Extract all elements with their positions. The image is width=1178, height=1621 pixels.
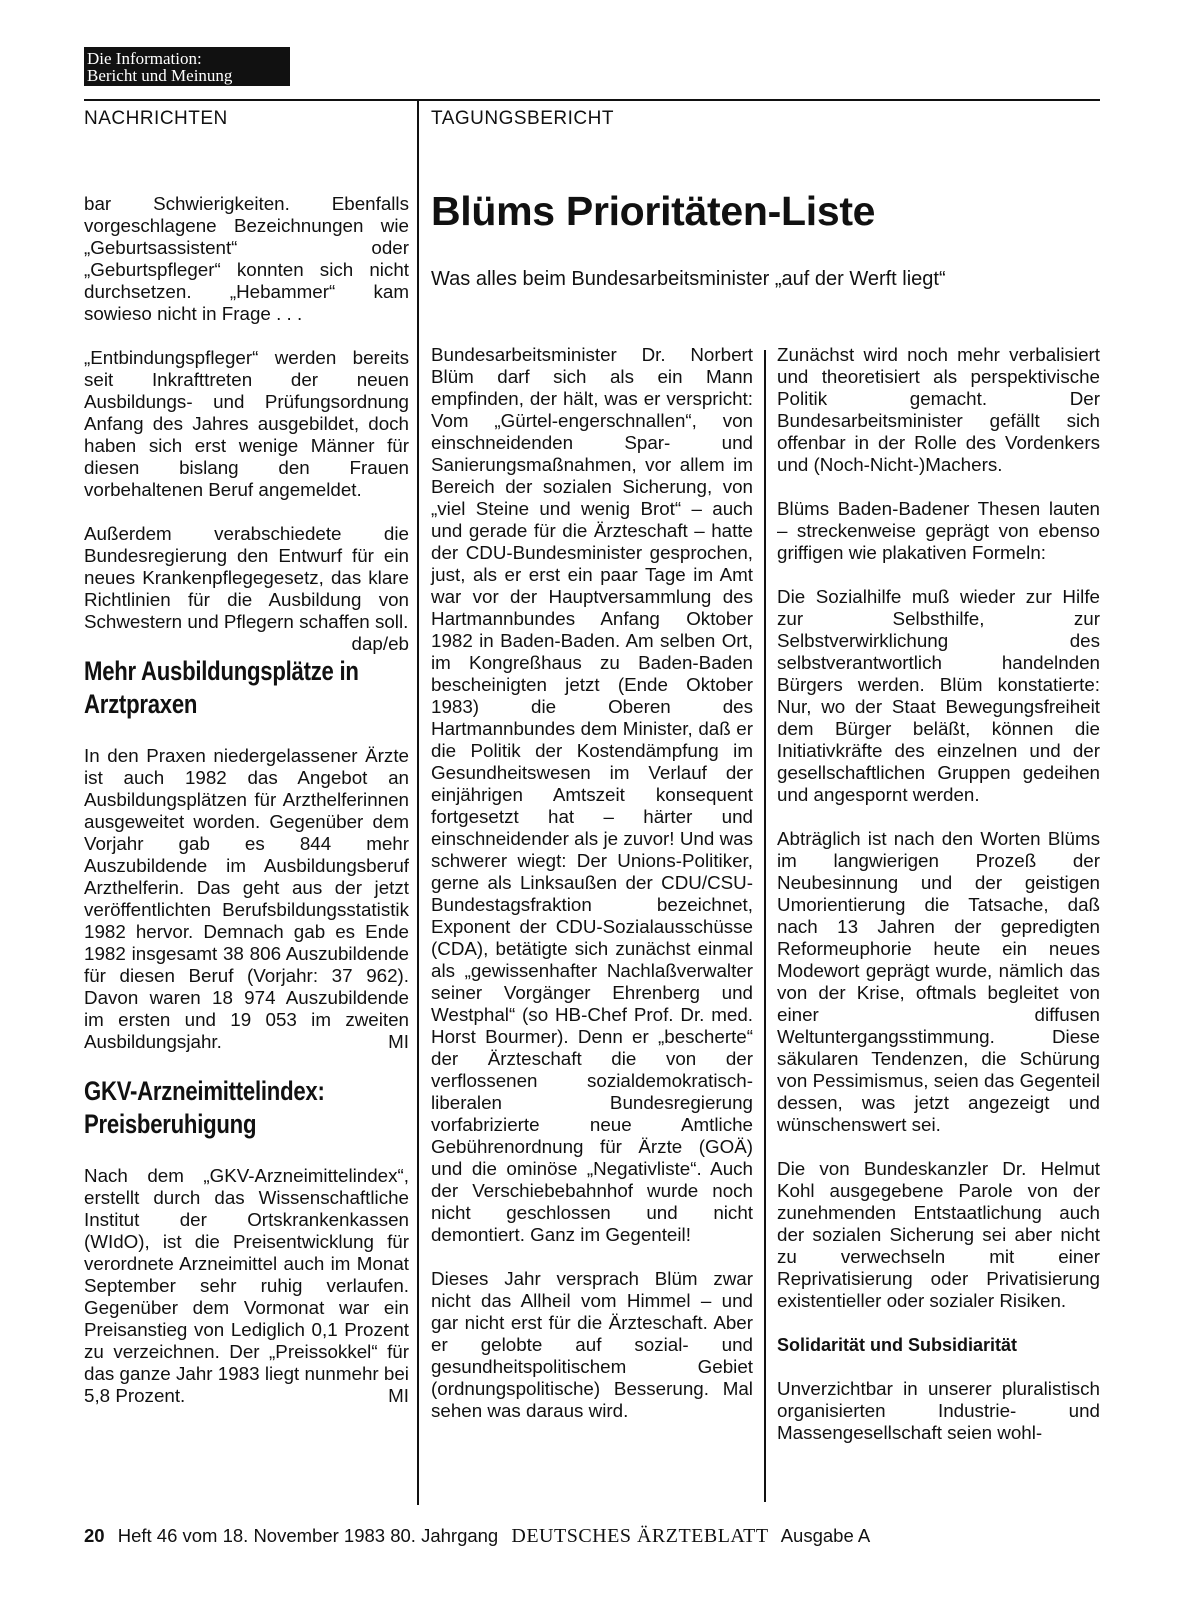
news-paragraph-text: In den Praxen niedergelassener Ärzte ist auch 1982 das Angebot an Ausbildungsplätzen für Arzthelferinnen ausgeweitet worden. Gegenüber dem Vorjahr gab es 844 mehr Auszubildende im Ausbildungsberuf Arzthelferin. Das geht aus der jetzt veröffentlichten Berufsbildungsstatistik 1982 hervor. Demnach gab es Ende 1982 insgesamt 38 806 Auszubildende für diesen Beruf (Vorjahr: 37 962). Davon waren 18 974 Auszubildende im ersten und 19 053 im zweiten Ausbildungsjahr. <box>84 745 409 1052</box>
article-crosshead: Solidarität und Subsidiarität <box>777 1335 1018 1355</box>
article-column-2 <box>777 344 1100 1444</box>
section-label-nachrichten: NACHRICHTEN <box>84 108 228 129</box>
news-paragraph-text: Nach dem „GKV-Arzneimittelindex“, erstellt durch das Wissenschaftliche Institut der Ortskrankenkassen (WIdO), ist die Preisentwicklung für verordnete Arzneimittel auch im Monat September sehr ruhig verlaufen. Gegenüber dem Vormonat war ein Preisanstieg von Lediglich 0,1 Prozent zu verzeichnen. Der „Preissokkel“ für das ganze Jahr 1983 liegt nunmehr bei 5,8 Prozent. <box>84 1165 409 1406</box>
masthead-line-2: Bericht und Meinung <box>87 66 233 85</box>
magazine-name: DEUTSCHES ÄRZTEBLATT <box>511 1525 769 1547</box>
article-paragraph: Bundesarbeitsminister Dr. Norbert Blüm darf sich als ein Mann empfinden, der hält, was er verspricht: Vom „Gürtel-engerschnallen“, von einschneidenden Spar- und Sanierungsmaßnahmen, vor allem im Bereich der sozialen Sicherung, von „viel Steine und wenig Brot“ – auch und gerade für die Ärzteschaft – hatte der CDU-Bundesminister gesprochen, just, als er erst ein paar Tage im Amt war vor der Hauptversammlung des Hartmannbundes Anfang Oktober 1982 in Baden-Baden. Am selben Ort, im Kongreßhaus zu Baden-Baden bescheinigten jetzt (Ende Oktober 1983) die Oberen des Hartmannbundes dem Minister, daß er die Politik der Kostendämpfung im Gesundheitswesen im Verlauf der einjährigen Amtszeit konsequent fortgesetzt hat – härter und einschneidender als je zuvor! Und was schwerer wiegt: Der Unions-Politiker, gerne als Linksaußen der CDU/CSU-Bundestagsfraktion bezeichnet, Exponent der CDU-Sozialausschüsse (CDA), betätigte sich zunächst einmal als „gewissenhafter Nachlaßverwalter seiner Vorgänger Ehrenberg und Westphal“ (so HB-Chef Prof. Dr. med. Horst Bourmer). Denn er „bescherte“ der Ärzteschaft die von der verflossenen sozialdemokratisch-liberalen Bundesregierung vorfabrizierte neue Amtliche Gebührenordnung für Ärzte (GOÄ) und die ominöse „Negativliste“. Auch der Verschiebebahnhof wurde noch nicht geschlossen und nicht demontiert. Ganz im Gegenteil! <box>431 344 753 1245</box>
column-divider-main <box>417 99 419 1505</box>
article-paragraph: Die Sozialhilfe muß wieder zur Hilfe zur Selbsthilfe, zur Selbstverwirklichung des selbstverantwortlich handelnden Bürgers werden. Blüm konstatierte: Nur, wo der Staat Bewegungsfreiheit dem Bürger beläßt, können die Initiativkräfte des einzelnen und der gesellschaftlichen Gruppen gedeihen und angespornt werden. <box>777 586 1100 805</box>
article-paragraph: Die von Bundeskanzler Dr. Helmut Kohl ausgegebene Parole von der zunehmenden Entstaatlichung auch der sozialen Sicherung sei aber nicht zu verwechseln mit einer Reprivatisierung oder Privatisierung existentieller oder sozialer Risiken. <box>777 1158 1100 1311</box>
author-signature: MI <box>388 1031 409 1052</box>
news-paragraph <box>84 745 409 1053</box>
article-paragraph: Zunächst wird noch mehr verbalisiert und theoretisiert als perspektivische Politik gemacht. Der Bundesarbeitsminister gefällt sich offenbar in der Rolle des Vordenkers und (Noch-Nicht-)Machers. <box>777 344 1100 475</box>
section-label-tagungsbericht: TAGUNGSBERICHT <box>431 108 614 129</box>
news-paragraph: bar Schwierigkeiten. Ebenfalls vorgeschlagene Bezeichnungen wie „Geburtsassistent“ oder „Geburtspfleger“ konnten sich nicht durchsetzen. „Hebammer“ kam sowieso nicht in Frage . . . <box>84 193 409 324</box>
masthead <box>84 47 290 86</box>
news-column <box>84 193 409 1407</box>
edition-label: Ausgabe A <box>780 1525 871 1546</box>
article-paragraph: Dieses Jahr versprach Blüm zwar nicht das Allheil vom Himmel – und gar nicht erst für die Ärzteschaft. Aber er gelobte auf sozial- und gesundheitspolitischem Gebiet (ordnungspolitische) Besserung. Mal sehen was daraus wird. <box>431 1268 753 1421</box>
article-paragraph: Abträglich ist nach den Worten Blüms im langwierigen Prozeß der Neubesinnung und der geistigen Umorientierung die Tatsache, daß nach 13 Jahren der gepredigten Reformeuphorie heute ein neues Modewort geprägt wurde, nämlich das von der Krise, oftmals begleitet von einer diffusen Weltuntergangsstimmung. Diese säkularen Tendenzen, die Schürung von Pessimismus, seien das Gegenteil dessen, was jetzt angezeigt und wünschenswert sei. <box>777 828 1100 1135</box>
article-paragraph: Unverzichtbar in unserer pluralistisch organisierten Industrie- und Massengesellschaft seien wohl- <box>777 1378 1100 1443</box>
news-paragraph <box>84 1165 409 1407</box>
masthead-line-1: Die Information: <box>87 49 202 68</box>
article-title: Blüms Prioritäten-Liste <box>431 188 876 234</box>
news-paragraph-text: Außerdem verabschiedete die Bundesregierung den Entwurf für ein neues Krankenpflegegesetz, das klare Richtlinien für die Ausbildung von Schwestern und Pflegern schaffen soll. <box>84 523 409 632</box>
author-signature: dap/eb <box>351 633 409 654</box>
news-paragraph: „Entbindungspfleger“ werden bereits seit Inkrafttreten der neuen Ausbildungs- und Prüfungsordnung Anfang des Jahres ausgebildet, doch haben sich erst wenige Männer für diesen bislang den Frauen vorbehaltenen Beruf angemeldet. <box>84 347 409 500</box>
article-subtitle: Was alles beim Bundesarbeitsminister „auf der Werft liegt“ <box>431 268 946 290</box>
header-rule <box>84 99 1100 101</box>
page-footer <box>84 1525 870 1548</box>
page-number: 20 <box>84 1525 105 1546</box>
news-headline: GKV-Arzneimittelindex: Preisberuhigung <box>84 1076 325 1139</box>
news-paragraph <box>84 523 409 654</box>
article-paragraph: Blüms Baden-Badener Thesen lauten – streckenweise geprägt von ebenso griffigen wie plakativen Formeln: <box>777 498 1100 563</box>
author-signature: MI <box>388 1385 409 1406</box>
news-headline: Mehr Ausbildungsplätze in Arztpraxen <box>84 656 359 719</box>
column-divider-article <box>764 350 766 1502</box>
issue-info: Heft 46 vom 18. November 1983 80. Jahrgang <box>117 1525 499 1546</box>
article-column-1 <box>431 344 753 1422</box>
